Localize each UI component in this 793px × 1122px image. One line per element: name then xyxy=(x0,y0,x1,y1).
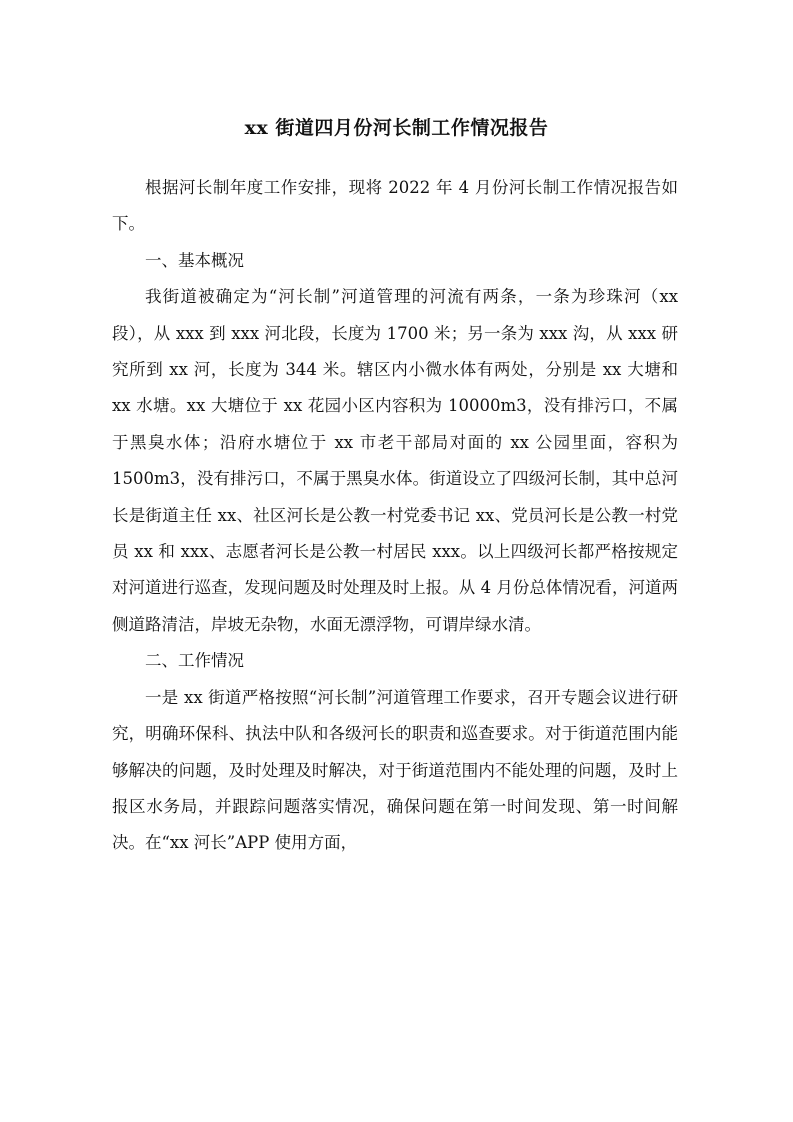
document-body xyxy=(112,170,678,862)
document-title: xx 街道四月份河长制工作情况报告 xyxy=(244,117,549,139)
section-heading-work: 二、工作情况 xyxy=(145,651,244,671)
section-heading-overview: 一、基本概况 xyxy=(145,250,244,270)
work-paragraph: 一是 xx 街道严格按照“河长制”河道管理工作要求，召开专题会议进行研究，明确环保科、执法中队和各级河长的职责和巡查要求。对于街道范围内能够解决的问题，及时处理及时解决，对于街道范围内不能处理的问题，及时上报区水务局，并跟踪问题落实情况，确保问题在第一时间发现、第一时间解决。在“xx 河长”APP 使用方面， xyxy=(112,687,678,853)
overview-paragraph: 我街道被确定为“河长制”河道管理的河流有两条，一条为珍珠河（xx 段），从 xxx 到 xxx 河北段，长度为 1700 米；另一条为 xxx 沟，从 xxx 研究所到 xx 河，长度为 344 米。辖区内小微水体有两处，分别是 xx 大塘和 xx 水塘。xx 大塘位于 xx 花园小区内容积为 10000m3，没有排污口，不属于黑臭水体；沿府水塘位于 xx 市老干部局对面的 xx 公园里面，容积为 1500m3，没有排污口，不属于黑臭水体。街道设立了四级河长制，其中总河长是街道主任 xx、社区河长是公教一村党委书记 xx、党员河长是公教一村党员 xx 和 xxx、志愿者河长是公教一村居民 xxx。以上四级河长都严格按规定对河道进行巡查，发现问题及时处理及时上报。从 4 月份总体情况看，河道两侧道路清洁，岸坡无杂物，水面无漂浮物，可谓岸绿水清。 xyxy=(112,287,678,634)
intro-paragraph: 根据河长制年度工作安排，现将 2022 年 4 月份河长制工作情况报告如下。 xyxy=(112,178,678,234)
